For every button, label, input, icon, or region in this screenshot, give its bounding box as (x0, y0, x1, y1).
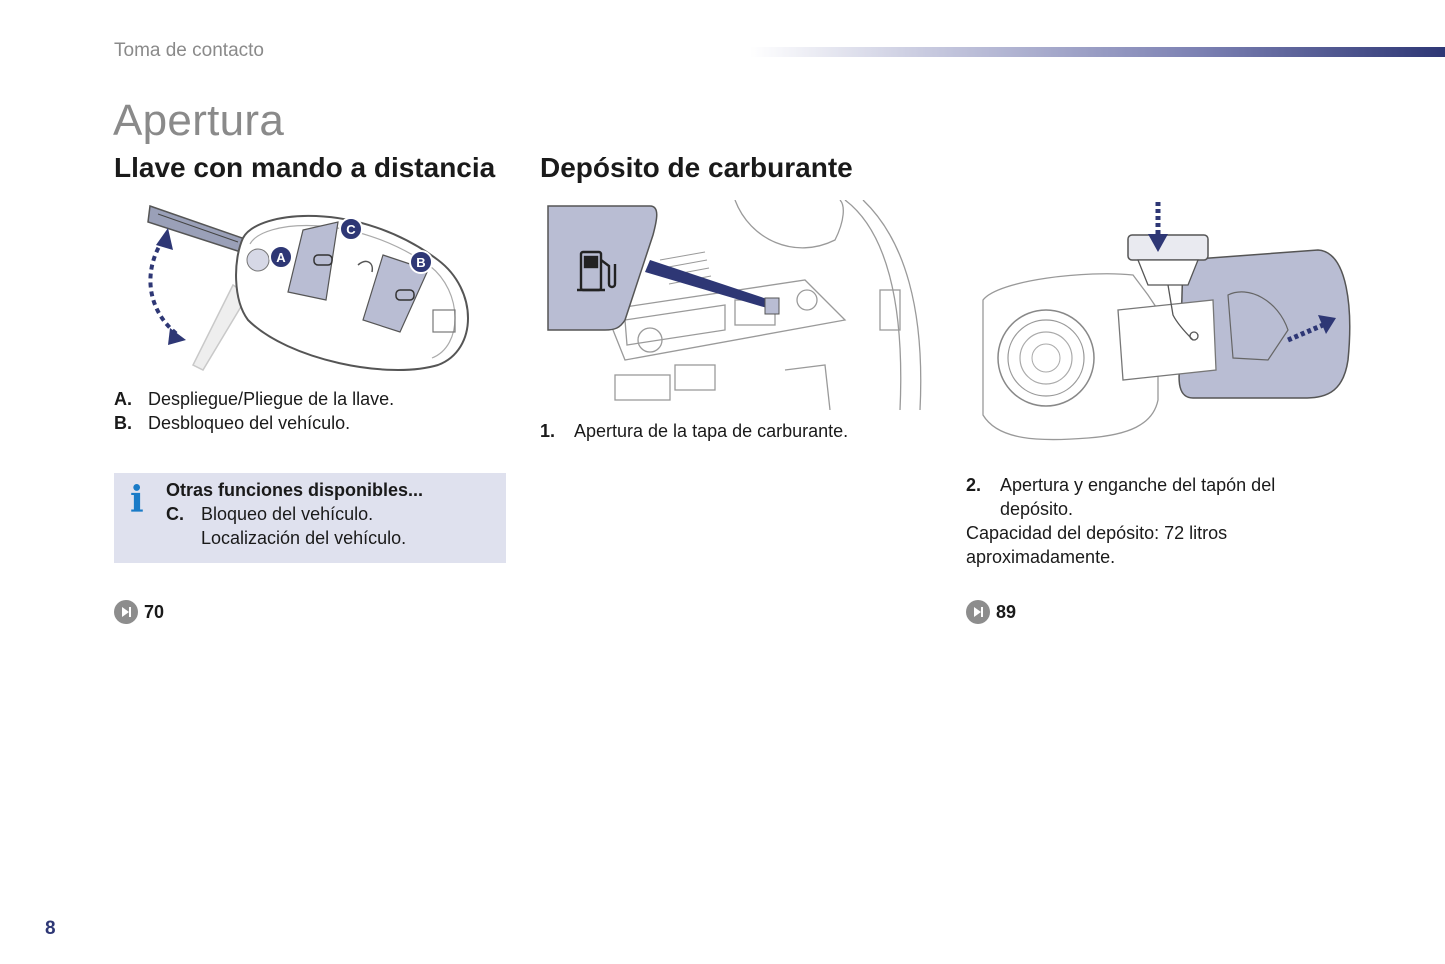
key-item-a-text: Despliegue/Pliegue de la llave. (148, 389, 395, 409)
fuel-item-1-text: Apertura de la tapa de carburante. (574, 421, 849, 441)
key-item-a (114, 387, 494, 411)
info-item-c-marker: C. (166, 504, 184, 524)
key-section-heading: Llave con mando a distancia (114, 152, 496, 183)
key-item-a-marker: A. (114, 389, 132, 409)
fuel-capacity-line1: Capacidad del depósito: 72 litros (966, 523, 1228, 543)
info-title: Otras funciones disponibles... (166, 480, 424, 500)
key-item-b (114, 411, 494, 435)
page-ref-number: 70 (144, 601, 165, 622)
header-gradient-bar (750, 47, 1445, 57)
page-title: Apertura (113, 96, 285, 145)
fuel-item-1-marker: 1. (540, 421, 556, 441)
fuel-capacity-line2: aproximadamente. (966, 547, 1116, 567)
page-ref-link-fuel[interactable] (966, 600, 1016, 624)
info-icon: i (130, 479, 144, 521)
key-item-b-text: Desbloqueo del vehículo. (148, 413, 351, 433)
info-box (114, 473, 506, 563)
callout-b: B (416, 255, 426, 270)
page-ref-icon (114, 600, 138, 624)
callout-c: C (346, 222, 356, 237)
fuel-cap-illustration (968, 200, 1358, 450)
fuel-item-2-line2: depósito. (1000, 499, 1074, 519)
key-item-b-marker: B. (114, 413, 132, 433)
page-ref-number: 89 (996, 601, 1017, 622)
callout-a: A (276, 250, 286, 265)
page-number: 8 (45, 918, 56, 939)
fuel-item-1 (540, 419, 920, 443)
fuel-item-2-line1: Apertura y enganche del tapón del (1000, 475, 1276, 495)
fuel-section-heading: Depósito de carburante (540, 152, 853, 183)
fuel-item-2-marker: 2. (966, 475, 982, 495)
section-label: Toma de contacto (114, 40, 264, 61)
page-ref-link-key[interactable] (114, 600, 164, 624)
fuel-item-2 (966, 473, 1346, 521)
remote-key-illustration (138, 200, 478, 380)
page-ref-icon (966, 600, 990, 624)
info-item-c-line2: Localización del vehículo. (201, 528, 407, 548)
info-item-c-line1: Bloqueo del vehículo. (201, 504, 374, 524)
dashboard-fuel-release-illustration (545, 200, 933, 410)
